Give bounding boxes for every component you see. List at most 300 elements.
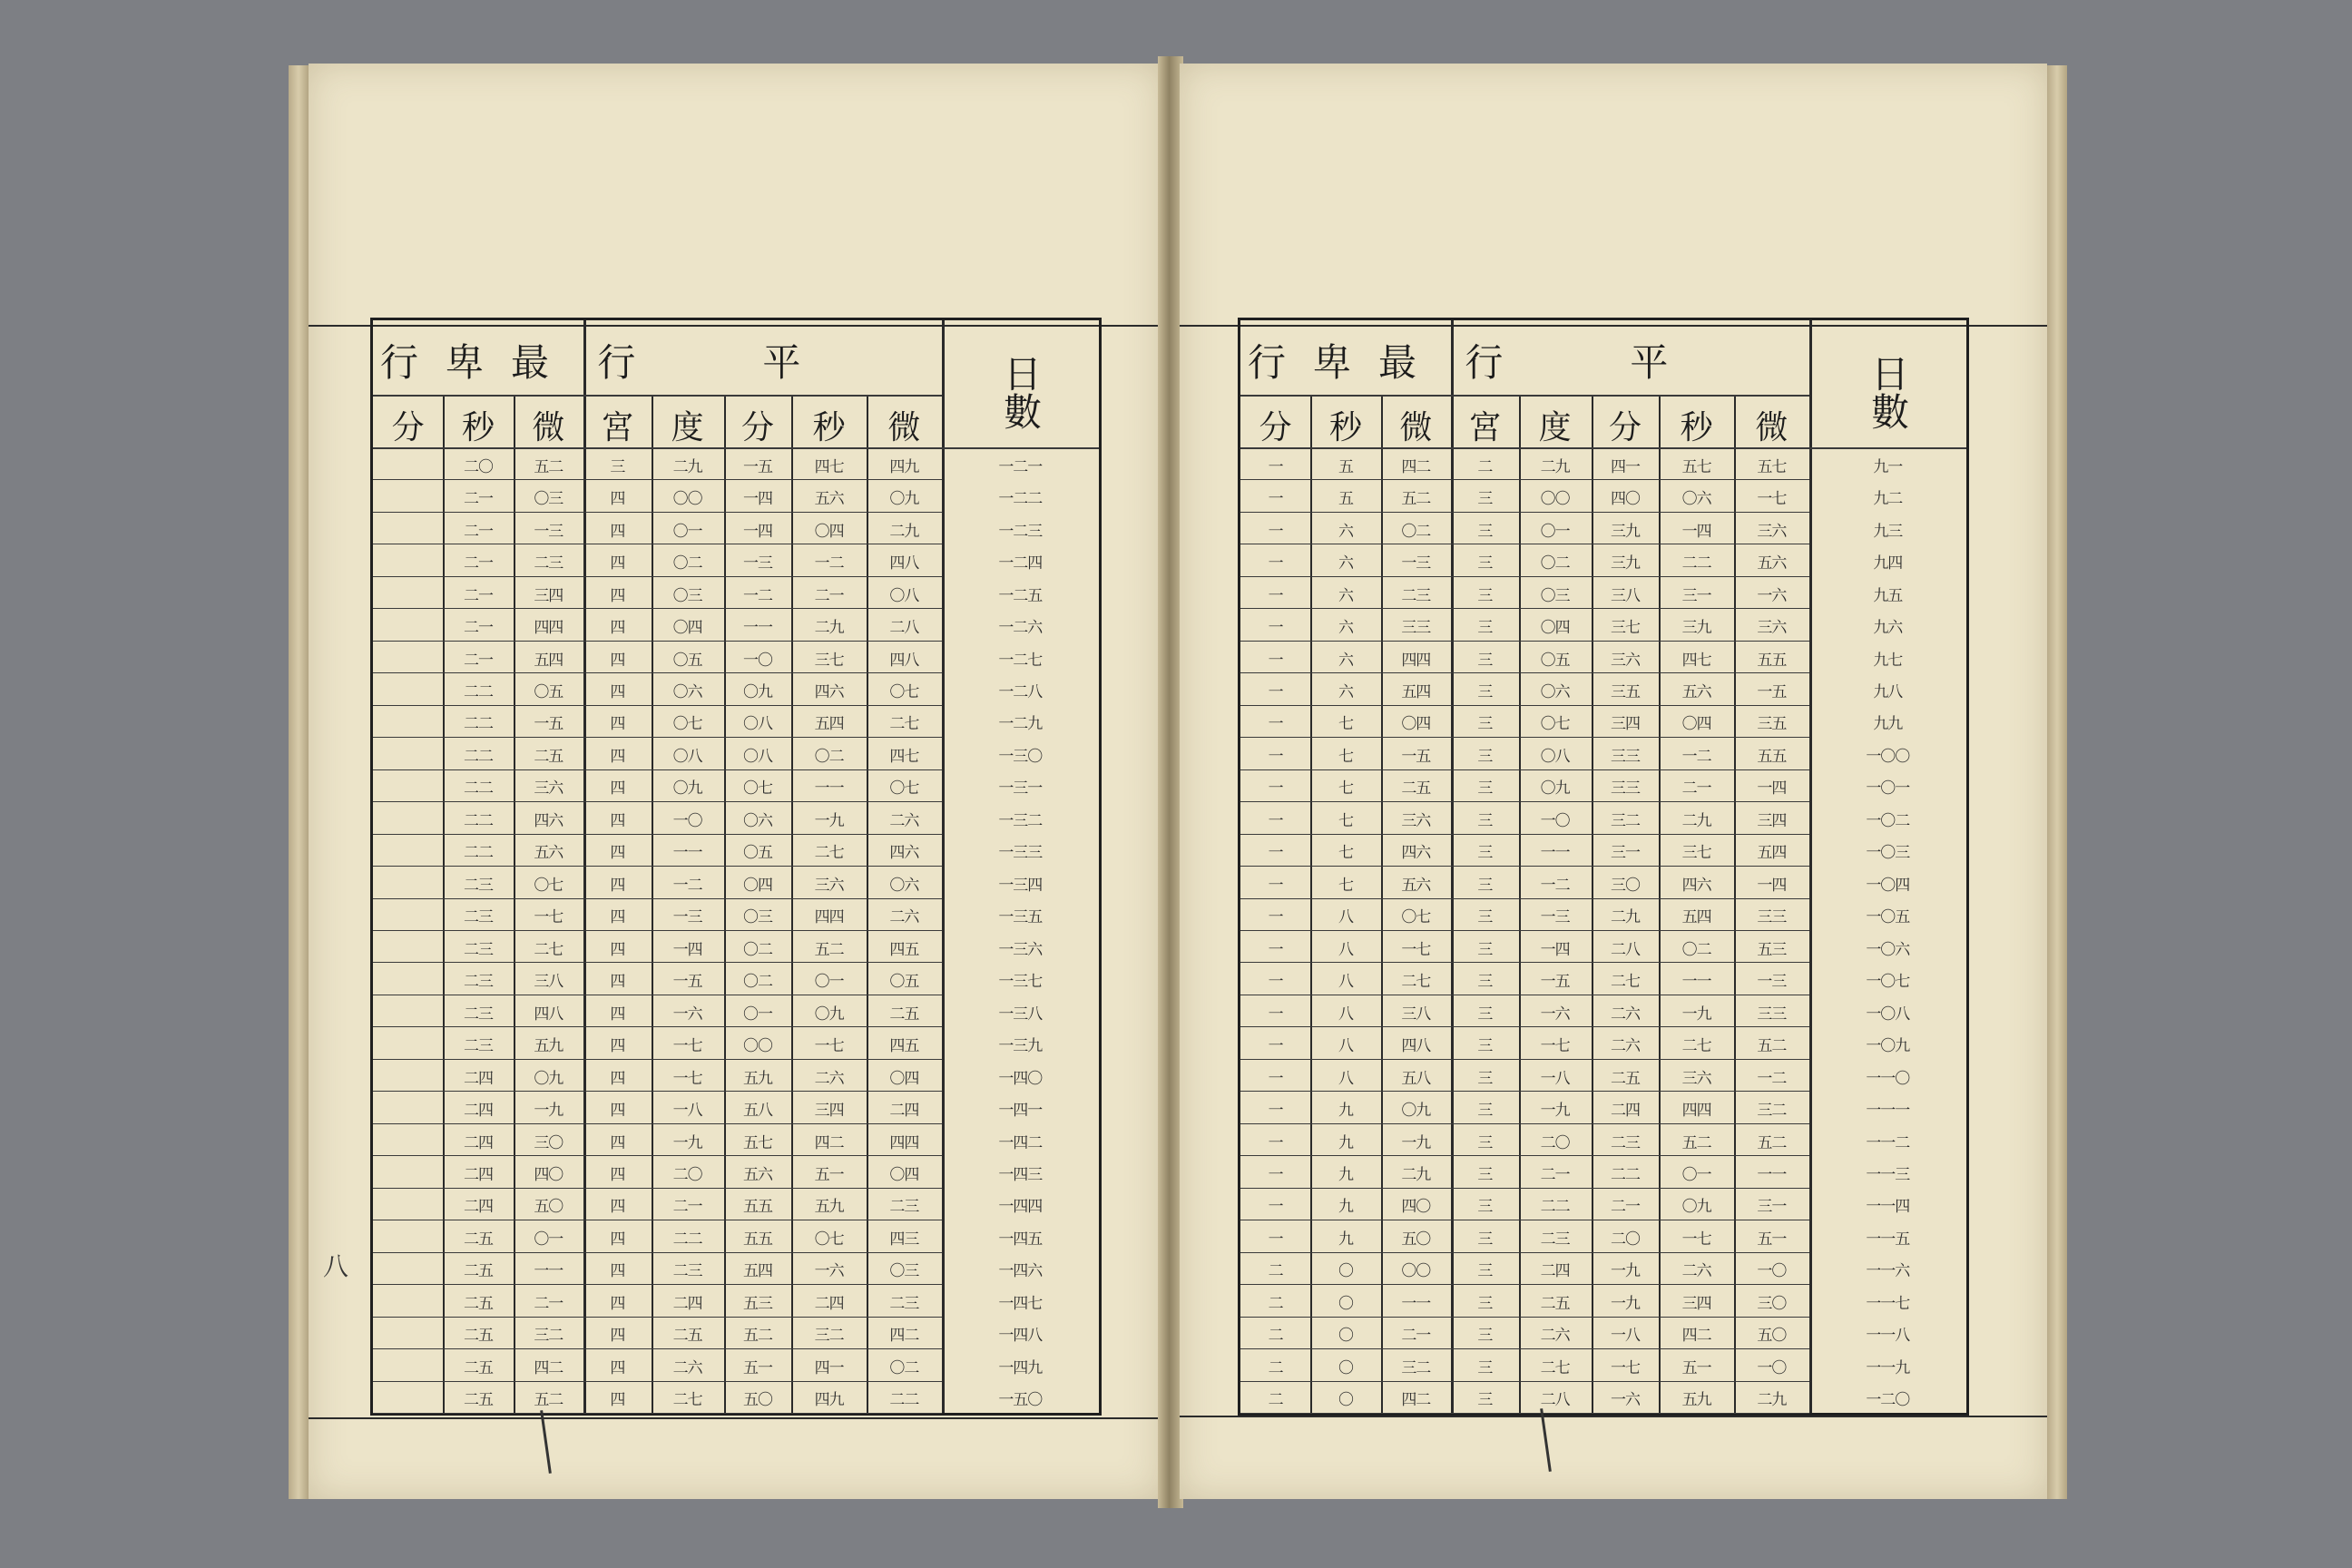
table-cell: 〇四 — [1401, 715, 1431, 734]
row-rule — [373, 1188, 942, 1189]
table-cell: 一二九 — [998, 715, 1043, 734]
table-cell: 一三 — [742, 554, 772, 573]
table-cell: 二四 — [814, 1294, 844, 1313]
row-rule — [1240, 608, 1809, 609]
day-count-header: 日數 — [1865, 354, 1910, 430]
table-cell: 三三 — [1610, 779, 1640, 799]
table-cell: 〇六 — [889, 876, 919, 895]
table-cell: 四 — [610, 619, 625, 638]
table-cell: 一九 — [672, 1133, 702, 1152]
table-cell: 三 — [1477, 1102, 1493, 1121]
table-cell: 五 — [1338, 457, 1353, 476]
table-cell: 一三三 — [998, 844, 1043, 863]
table-cell: 八 — [1338, 1004, 1353, 1024]
table-cell: 二九 — [1540, 457, 1570, 476]
table-cell: 四七 — [814, 457, 844, 476]
table-cell: 九 — [1338, 1230, 1353, 1249]
table-cell: 五九 — [814, 1198, 844, 1217]
table-cell: 三 — [1477, 683, 1493, 701]
table-cell: 〇九 — [1401, 1102, 1431, 1121]
table-cell: 六 — [1338, 522, 1353, 541]
table-cell: 〇七 — [889, 779, 919, 799]
table-cell: 二三 — [1401, 586, 1431, 605]
table-cell: 〇二 — [672, 554, 702, 573]
table-cell: 四七 — [889, 747, 919, 766]
table-cell: 二一 — [672, 1198, 702, 1217]
table-cell: 二一 — [534, 1294, 564, 1313]
table-cell: 四二 — [1401, 457, 1431, 476]
table-cell: 三 — [1477, 1294, 1493, 1313]
table-cell: 四三 — [889, 1230, 919, 1249]
table-cell: 九 — [1338, 1198, 1353, 1217]
table-cell: 〇二 — [889, 1358, 919, 1377]
table-cell: 三二 — [1401, 1358, 1431, 1377]
table-cell: 一八 — [672, 1102, 702, 1121]
table-cell: 二四 — [463, 1198, 493, 1217]
table-cell: 四 — [610, 1294, 625, 1313]
table-cell: 〇七 — [672, 715, 702, 734]
table-cell: 二七 — [1540, 1358, 1570, 1377]
table-cell: 〇〇 — [672, 490, 702, 509]
row-rule — [1240, 641, 1809, 642]
mean-motion-header: 行平 — [597, 340, 928, 385]
table-cell: 一七 — [672, 1069, 702, 1088]
table-cell: 五一 — [1757, 1230, 1787, 1249]
table-cell: 三 — [1477, 1391, 1493, 1410]
subheader-1: 秒 — [461, 409, 495, 446]
table-cell: 三 — [1477, 876, 1493, 895]
row-rule — [373, 1091, 942, 1092]
table-cell: 二 — [1268, 1262, 1283, 1281]
table-cell: 二九 — [1610, 908, 1640, 927]
table-cell: 二 — [1268, 1391, 1283, 1410]
table-cell: 〇六 — [742, 811, 772, 830]
table-cell: 一 — [1268, 747, 1283, 766]
table-cell: 七 — [1338, 715, 1353, 734]
table-cell: 二四 — [463, 1102, 493, 1121]
subheader-4: 度 — [1538, 409, 1572, 446]
table-cell: 二五 — [1610, 1069, 1640, 1088]
table-cell: 五六 — [1401, 876, 1431, 895]
table-cell: 一九 — [1401, 1133, 1431, 1152]
table-cell: 一一〇 — [1866, 1069, 1910, 1088]
table-cell: 一二 — [742, 586, 772, 605]
table-cell: 二 — [1477, 457, 1493, 476]
table-cell: 三 — [1477, 1198, 1493, 1217]
table-cell: 四 — [610, 1358, 625, 1377]
column-rule — [1809, 320, 1812, 1413]
table-cell: 三 — [1477, 554, 1493, 573]
table-cell: 二六 — [1610, 1037, 1640, 1056]
table-cell: 四 — [610, 1391, 625, 1410]
row-rule — [1240, 1026, 1809, 1027]
table-cell: 〇一 — [742, 1004, 772, 1024]
row-rule — [1240, 1252, 1809, 1253]
table-cell: 四六 — [889, 844, 919, 863]
table-cell: 一三四 — [998, 876, 1043, 895]
table-cell: 一 — [1268, 715, 1283, 734]
table-cell: 一三六 — [998, 940, 1043, 959]
table-cell: 一 — [1268, 1198, 1283, 1217]
table-cell: 五 — [1338, 490, 1353, 509]
table-cell: 三六 — [534, 779, 564, 799]
subheader-7: 微 — [1755, 409, 1788, 446]
table-cell: 一九 — [1540, 1102, 1570, 1121]
table-cell: 一八 — [1540, 1069, 1570, 1088]
table-cell: 一七 — [1610, 1358, 1640, 1377]
table-cell: 九五 — [1873, 586, 1903, 605]
table-cell: 〇 — [1338, 1294, 1353, 1313]
table-cell: 〇八 — [742, 747, 772, 766]
table-cell: 一 — [1268, 683, 1283, 701]
table-cell: 四〇 — [1610, 490, 1640, 509]
table-cell: 三 — [1477, 1262, 1493, 1281]
table-cell: 三 — [1477, 1004, 1493, 1024]
table-cell: 三二 — [1610, 811, 1640, 830]
table-cell: 三四 — [1681, 1294, 1711, 1313]
table-cell: 四 — [610, 1102, 625, 1121]
table-cell: 一一 — [742, 619, 772, 638]
row-rule — [373, 1317, 942, 1318]
table-cell: 一七 — [1681, 1230, 1711, 1249]
table-cell: 四八 — [889, 554, 919, 573]
table-cell: 一一 — [1681, 973, 1711, 992]
table-cell: 三四 — [814, 1102, 844, 1121]
table-cell: 〇〇 — [742, 1037, 772, 1056]
table-cell: 二二 — [463, 779, 493, 799]
table-cell: 二八 — [1540, 1391, 1570, 1410]
table-cell: 四 — [610, 876, 625, 895]
table-cell: 二〇 — [672, 1166, 702, 1184]
table-cell: 四九 — [889, 457, 919, 476]
table-cell: 五四 — [1757, 844, 1787, 863]
row-rule — [1240, 1413, 1809, 1414]
table-cell: 〇二 — [1681, 940, 1711, 959]
header-rule — [1240, 395, 1809, 397]
table-cell: 一九 — [1681, 1004, 1711, 1024]
subheader-5: 分 — [740, 409, 774, 446]
table-cell: 二五 — [463, 1391, 493, 1410]
table-cell: 〇六 — [1681, 490, 1711, 509]
table-cell: 五二 — [534, 1391, 564, 1410]
table-cell: 八 — [1338, 908, 1353, 927]
table-cell: 三 — [1477, 747, 1493, 766]
table-cell: 一八 — [1610, 1327, 1640, 1346]
table-cell: 三 — [1477, 908, 1493, 927]
table-cell: 二四 — [463, 1069, 493, 1088]
row-rule — [373, 769, 942, 770]
table-cell: 四〇 — [534, 1166, 564, 1184]
table-cell: 一二〇 — [1866, 1391, 1910, 1410]
table-cell: 八 — [1338, 973, 1353, 992]
table-cell: 六 — [1338, 651, 1353, 670]
row-rule — [1240, 834, 1809, 835]
table-cell: 〇五 — [672, 651, 702, 670]
table-cell: 四 — [610, 973, 625, 992]
table-cell: 一四九 — [998, 1358, 1043, 1377]
table-cell: 二二 — [463, 811, 493, 830]
table-cell: 一五 — [1401, 747, 1431, 766]
table-cell: 一二 — [814, 554, 844, 573]
table-cell: 一一六 — [1866, 1262, 1910, 1281]
day-count-header: 日數 — [997, 354, 1043, 430]
table-cell: 五四 — [814, 715, 844, 734]
table-cell: 〇二 — [814, 747, 844, 766]
table-cell: 二九 — [672, 457, 702, 476]
table-cell: 三二 — [534, 1327, 564, 1346]
table-cell: 三 — [1477, 1166, 1493, 1184]
table-cell: 二二 — [1540, 1198, 1570, 1217]
table-cell: 二三 — [1610, 1133, 1640, 1152]
row-rule — [373, 576, 942, 577]
table-cell: 五七 — [1757, 457, 1787, 476]
row-rule — [373, 801, 942, 802]
table-cell: 二一 — [463, 651, 493, 670]
table-cell: 二六 — [672, 1358, 702, 1377]
table-cell: 〇八 — [742, 715, 772, 734]
table-cell: 一 — [1268, 876, 1283, 895]
table-cell: 二六 — [1610, 1004, 1640, 1024]
table-cell: 一一 — [1401, 1294, 1431, 1313]
table-cell: 九六 — [1873, 619, 1903, 638]
paper-tear — [1540, 1408, 1552, 1472]
table-cell: 一二 — [672, 876, 702, 895]
table-cell: 〇六 — [672, 683, 702, 701]
table-cell: 三五 — [1610, 683, 1640, 701]
table-cell: 五二 — [1681, 1133, 1711, 1152]
table-cell: 〇四 — [672, 619, 702, 638]
table-cell: 一 — [1268, 522, 1283, 541]
table-cell: 三 — [1477, 715, 1493, 734]
table-cell: 九三 — [1873, 522, 1903, 541]
table-cell: 〇七 — [534, 876, 564, 895]
table-cell: 三六 — [1610, 651, 1640, 670]
table-cell: 一 — [1268, 973, 1283, 992]
table-cell: 二九 — [1401, 1166, 1431, 1184]
paper-tear — [540, 1410, 552, 1474]
table-cell: 一六 — [1610, 1391, 1640, 1410]
min-speed-header: 行卑最 — [1247, 340, 1444, 385]
table-cell: 一一二 — [1866, 1133, 1910, 1152]
table-cell: 一三一 — [998, 779, 1043, 799]
table-cell: 一 — [1268, 586, 1283, 605]
table-cell: 一五 — [1757, 683, 1787, 701]
table-cell: 五五 — [1757, 651, 1787, 670]
table-cell: 一二三 — [998, 522, 1043, 541]
table-cell: 〇九 — [814, 1004, 844, 1024]
row-rule — [1240, 672, 1809, 673]
table-cell: 一 — [1268, 490, 1283, 509]
table-cell: 三三 — [1757, 1004, 1787, 1024]
table-cell: 一四八 — [998, 1327, 1043, 1346]
table-cell: 三三 — [1401, 619, 1431, 638]
table-cell: 〇二 — [742, 940, 772, 959]
row-rule — [1240, 512, 1809, 513]
row-rule — [373, 1284, 942, 1285]
table-cell: 二三 — [463, 940, 493, 959]
table-cell: 三七 — [1610, 619, 1640, 638]
table-cell: 三六 — [1401, 811, 1431, 830]
table-cell: 一〇 — [742, 651, 772, 670]
table-cell: 〇 — [1338, 1391, 1353, 1410]
row-rule — [373, 1059, 942, 1060]
table-cell: 〇一 — [1540, 522, 1570, 541]
table-cell: 三一 — [1610, 844, 1640, 863]
row-rule — [1240, 1348, 1809, 1349]
table-cell: 三一 — [1681, 586, 1711, 605]
row-rule — [373, 1413, 942, 1414]
table-cell: 一七 — [814, 1037, 844, 1056]
table-cell: 一七 — [1401, 940, 1431, 959]
table-cell: 二三 — [672, 1262, 702, 1281]
table-cell: 六 — [1338, 554, 1353, 573]
table-cell: 二六 — [889, 811, 919, 830]
table-cell: 二七 — [889, 715, 919, 734]
row-rule — [373, 479, 942, 480]
table-cell: 七 — [1338, 747, 1353, 766]
table-cell: 三八 — [1610, 586, 1640, 605]
subheader-6: 秒 — [1680, 409, 1713, 446]
table-cell: 三 — [1477, 940, 1493, 959]
table-cell: 四二 — [1401, 1391, 1431, 1410]
table-cell: 四 — [610, 811, 625, 830]
table-cell: 一三 — [534, 522, 564, 541]
table-cell: 一四五 — [998, 1230, 1043, 1249]
row-rule — [373, 834, 942, 835]
table-cell: 四 — [610, 683, 625, 701]
table-cell: 二一 — [463, 554, 493, 573]
table-cell: 〇四 — [889, 1166, 919, 1184]
table-cell: 二九 — [889, 522, 919, 541]
table-cell: 三二 — [814, 1327, 844, 1346]
table-cell: 二七 — [1401, 973, 1431, 992]
table-cell: 五五 — [1757, 747, 1787, 766]
table-cell: 二二 — [1610, 1166, 1640, 1184]
table-cell: 二八 — [1610, 940, 1640, 959]
table-cell: 一七 — [672, 1037, 702, 1056]
table-cell: 〇四 — [814, 522, 844, 541]
left-table — [370, 318, 1102, 1416]
table-cell: 四 — [610, 715, 625, 734]
table-cell: 〇七 — [1540, 715, 1570, 734]
table-cell: 一六 — [1757, 586, 1787, 605]
table-cell: 一五〇 — [998, 1391, 1043, 1410]
table-cell: 一三〇 — [998, 747, 1043, 766]
row-rule — [373, 962, 942, 963]
table-cell: 三 — [1477, 973, 1493, 992]
table-cell: 五〇 — [742, 1391, 772, 1410]
table-cell: 四四 — [814, 908, 844, 927]
table-cell: 二一 — [814, 586, 844, 605]
row-rule — [1240, 769, 1809, 770]
table-cell: 五七 — [1681, 457, 1711, 476]
table-cell: 〇五 — [889, 973, 919, 992]
table-cell: 三六 — [1757, 522, 1787, 541]
table-cell: 二五 — [463, 1294, 493, 1313]
table-cell: 四六 — [1681, 876, 1711, 895]
row-rule — [1240, 1188, 1809, 1189]
table-cell: 九 — [1338, 1166, 1353, 1184]
table-cell: 一〇六 — [1866, 940, 1910, 959]
table-cell: 〇九 — [742, 683, 772, 701]
table-cell: 一〇〇 — [1866, 747, 1910, 766]
table-cell: 一〇 — [1757, 1262, 1787, 1281]
table-cell: 一〇 — [672, 811, 702, 830]
table-cell: 一四 — [1757, 779, 1787, 799]
table-cell: 六 — [1338, 586, 1353, 605]
table-cell: 五二 — [1401, 490, 1431, 509]
row-rule — [1240, 898, 1809, 899]
table-cell: 五一 — [814, 1166, 844, 1184]
table-cell: 二五 — [889, 1004, 919, 1024]
table-cell: 四 — [610, 490, 625, 509]
table-cell: 〇九 — [889, 490, 919, 509]
table-cell: 〇九 — [534, 1069, 564, 1088]
table-cell: 二六 — [814, 1069, 844, 1088]
table-cell: 一 — [1268, 619, 1283, 638]
table-cell: 四 — [610, 1262, 625, 1281]
table-cell: 四二 — [1681, 1327, 1711, 1346]
row-rule — [373, 898, 942, 899]
table-cell: 〇四 — [889, 1069, 919, 1088]
table-cell: 一〇七 — [1866, 973, 1910, 992]
table-cell: 四 — [610, 586, 625, 605]
header-rule — [373, 395, 942, 397]
table-cell: 一〇四 — [1866, 876, 1910, 895]
table-cell: 一四 — [672, 940, 702, 959]
table-cell: 四 — [610, 908, 625, 927]
table-cell: 二〇 — [1540, 1133, 1570, 1152]
table-cell: 四八 — [1401, 1037, 1431, 1056]
table-cell: 一六 — [672, 1004, 702, 1024]
table-cell: 〇四 — [1540, 619, 1570, 638]
table-cell: 一〇一 — [1866, 779, 1910, 799]
table-cell: 五五 — [742, 1198, 772, 1217]
table-cell: 二三 — [463, 908, 493, 927]
table-cell: 〇八 — [889, 586, 919, 605]
table-cell: 四〇 — [1401, 1198, 1431, 1217]
table-cell: 〇七 — [814, 1230, 844, 1249]
table-cell: 四七 — [1681, 651, 1711, 670]
table-cell: 一〇三 — [1866, 844, 1910, 863]
table-cell: 五五 — [742, 1230, 772, 1249]
table-cell: 四六 — [534, 811, 564, 830]
table-cell: 〇九 — [1681, 1198, 1711, 1217]
table-cell: 四五 — [889, 1037, 919, 1056]
row-rule — [1240, 866, 1809, 867]
table-cell: 一 — [1268, 1166, 1283, 1184]
table-cell: 〇七 — [889, 683, 919, 701]
table-cell: 一四四 — [998, 1198, 1043, 1217]
column-rule — [942, 320, 945, 1413]
table-cell: 五二 — [814, 940, 844, 959]
table-cell: 〇三 — [742, 908, 772, 927]
table-cell: 二四 — [463, 1133, 493, 1152]
table-cell: 一三 — [672, 908, 702, 927]
table-cell: 〇五 — [742, 844, 772, 863]
table-cell: 〇九 — [672, 779, 702, 799]
table-cell: 五六 — [742, 1166, 772, 1184]
table-cell: 一九 — [534, 1102, 564, 1121]
table-cell: 五七 — [742, 1133, 772, 1152]
table-cell: 〇〇 — [1540, 490, 1570, 509]
table-cell: 〇二 — [742, 973, 772, 992]
subheader-6: 秒 — [812, 409, 846, 446]
table-cell: 〇八 — [1540, 747, 1570, 766]
table-cell: 二七 — [1681, 1037, 1711, 1056]
table-cell: 一三二 — [998, 811, 1043, 830]
table-cell: 五二 — [534, 457, 564, 476]
